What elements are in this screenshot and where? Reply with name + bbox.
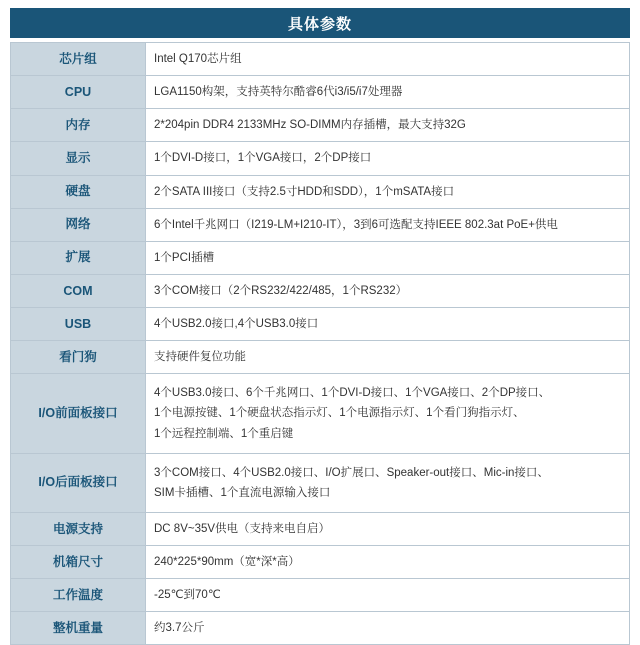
spec-value [146, 374, 630, 453]
spec-value-line: 3个COM接口（2个RS232/422/485，1个RS232） [154, 284, 408, 297]
spec-value-line: 1个PCI插槽 [154, 251, 215, 264]
table-row [11, 374, 630, 453]
spec-value-line: 4个USB2.0接口,4个USB3.0接口 [154, 318, 319, 330]
spec-sheet-page [0, 8, 640, 635]
spec-label: 看门狗 [11, 341, 146, 374]
spec-value-line: 支持硬件复位功能 [154, 351, 246, 364]
spec-value [146, 546, 630, 579]
table-row [11, 109, 630, 142]
table-row [11, 43, 630, 76]
spec-label: 电源支持 [11, 512, 146, 545]
spec-label: 整机重量 [11, 612, 146, 645]
spec-value-line: 约3.7公斤 [154, 622, 205, 635]
spec-value [146, 612, 630, 645]
spec-label: 显示 [11, 142, 146, 175]
spec-value [146, 512, 630, 545]
spec-value-line: -25℃到70℃ [154, 589, 221, 602]
spec-label: COM [11, 274, 146, 307]
table-row [11, 612, 630, 645]
spec-label: 机箱尺寸 [11, 546, 146, 579]
table-row [11, 308, 630, 341]
spec-value-line: 4个USB3.0接口、6个千兆网口、1个DVI-D接口、1个VGA接口、2个DP接口、 [154, 387, 551, 400]
spec-value [146, 274, 630, 307]
spec-value-line: 6个Intel千兆网口（I219-LM+I210-IT），3到6可选配支持IEEE 802.3at PoE+供电 [154, 218, 558, 231]
spec-label: I/O前面板接口 [11, 374, 146, 453]
spec-value-line: 240*225*90mm（宽*深*高） [154, 556, 300, 568]
spec-value [146, 208, 630, 241]
spec-value-line: 1个电源按键、1个硬盘状态指示灯、1个电源指示灯、1个看门狗指示灯、 [154, 407, 525, 420]
table-row [11, 341, 630, 374]
spec-value-line: 2个SATA III接口（支持2.5寸HDD和SDD），1个mSATA接口 [154, 185, 455, 198]
spec-label: 扩展 [11, 241, 146, 274]
spec-label: CPU [11, 76, 146, 109]
spec-label: 内存 [11, 109, 146, 142]
spec-value-line: SIM卡插槽、1个直流电源输入接口 [154, 486, 331, 499]
table-row [11, 579, 630, 612]
table-row [11, 175, 630, 208]
page-title: 具体参数 [287, 15, 352, 33]
spec-value-line: 2*204pin DDR4 2133MHz SO-DIMM内存插槽，最大支持32G [154, 119, 466, 132]
page-title-bar [10, 8, 630, 38]
spec-value [146, 109, 630, 142]
spec-value [146, 43, 630, 76]
spec-value-line: LGA1150构架，支持英特尔酷睿6代i3/i5/i7处理器 [154, 86, 403, 99]
spec-value-line: 1个远程控制端、1个重启键 [154, 427, 294, 440]
spec-value [146, 341, 630, 374]
table-row [11, 546, 630, 579]
spec-label: USB [11, 308, 146, 341]
spec-label: 网络 [11, 208, 146, 241]
spec-value [146, 453, 630, 512]
table-row [11, 453, 630, 512]
specifications-table [10, 42, 630, 645]
table-row [11, 241, 630, 274]
spec-value-line: DC 8V~35V供电（支持来电自启） [154, 522, 331, 535]
spec-label: I/O后面板接口 [11, 453, 146, 512]
spec-label: 芯片组 [11, 43, 146, 76]
spec-label: 硬盘 [11, 175, 146, 208]
spec-value [146, 241, 630, 274]
table-row [11, 142, 630, 175]
table-row [11, 76, 630, 109]
spec-value [146, 308, 630, 341]
table-row [11, 274, 630, 307]
spec-value [146, 76, 630, 109]
table-row [11, 512, 630, 545]
spec-value [146, 175, 630, 208]
spec-label: 工作温度 [11, 579, 146, 612]
spec-value-line: Intel Q170芯片组 [154, 53, 242, 65]
spec-value-line: 3个COM接口、4个USB2.0接口、I/O扩展口、Speaker-out接口、Mic-in接口、 [154, 466, 549, 479]
spec-value-line: 1个DVI-D接口，1个VGA接口，2个DP接口 [154, 152, 372, 165]
specifications-table-body [11, 43, 630, 645]
table-row [11, 208, 630, 241]
spec-value [146, 579, 630, 612]
spec-value [146, 142, 630, 175]
